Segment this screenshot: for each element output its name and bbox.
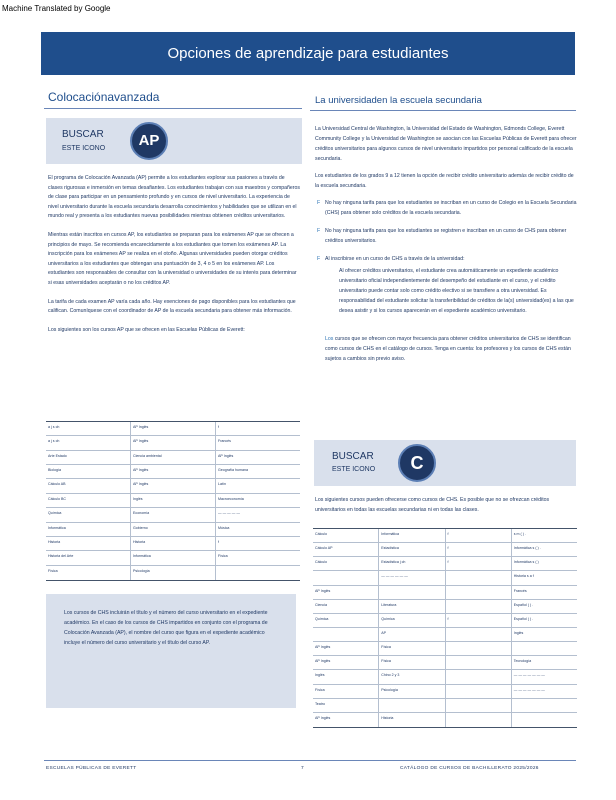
table-cell: AP Inglés	[313, 656, 379, 669]
table-cell: Inglés	[131, 494, 216, 507]
chs-bullet-3: F Al inscribirse en un curso de CHS a través de la universidad:	[317, 256, 465, 262]
table-row	[313, 600, 577, 614]
ap-description	[48, 174, 300, 344]
table-cell: Inglés	[313, 670, 379, 683]
table-cell: f	[218, 539, 219, 544]
table-cell: Química	[379, 614, 445, 627]
table-cell	[446, 571, 512, 584]
table-cell	[446, 642, 512, 655]
ap-search-subtitle: ESTE ICONO	[62, 145, 106, 152]
table-row	[46, 523, 300, 537]
table-cell	[512, 642, 577, 655]
table-row	[313, 529, 577, 543]
table-cell: Música	[218, 525, 230, 530]
table-cell	[446, 670, 512, 683]
table-row	[46, 436, 300, 450]
table-cell: Francés	[218, 439, 231, 444]
right-heading-rule	[310, 110, 576, 111]
table-cell: Cálculo BC	[46, 494, 131, 507]
table-row	[46, 422, 300, 436]
table-row	[313, 571, 577, 585]
table-cell: Física	[46, 566, 131, 580]
left-heading-rule	[44, 108, 302, 109]
table-cell	[446, 713, 512, 727]
table-cell	[446, 600, 512, 613]
table-cell: Arte Estado	[46, 451, 131, 464]
footer-right: CATÁLOGO DE CURSOS DE BACHILLERATO 2025/2026	[400, 766, 539, 771]
ap-paragraph-4: Los siguientes son los cursos AP que se ofrecen en las Escuelas Públicas de Everett:	[48, 326, 245, 333]
table-row	[46, 465, 300, 479]
ap-icon: AP	[130, 122, 168, 160]
chs-search-subtitle: ESTE ICONO	[332, 466, 376, 473]
table-cell: Latín	[218, 482, 226, 487]
table-cell: Historia	[379, 713, 445, 727]
table-cell: f	[446, 614, 512, 627]
table-cell: AP	[379, 628, 445, 641]
table-cell: Gobierno	[131, 523, 216, 536]
table-cell: Psicología	[131, 566, 216, 580]
chs-bullet-2: F No hay ninguna tarifa para que los estudiantes se registren e inscriban en un curso de CHS para obtener créditos universitarios.	[315, 226, 577, 246]
table-cell	[216, 566, 300, 580]
table-cell: Macroeconomía	[218, 496, 244, 501]
table-cell: f	[446, 529, 512, 542]
table-cell: — — — — — — —	[513, 673, 545, 678]
table-cell: f	[218, 425, 219, 429]
chs-sub-bullet: Al ofrecer créditos universitarios, el estudiante crea automáticamente un expediente académico universitario oficial independientemente del desempeño del estudiante en el curso, y el crédito universitario puede contar solo como crédito electivo si se transfiere a otra universidad. Es responsabilidad del estudiante solicitar la transferibilidad de créditos de la(s) universidad(es) a las que desea asistir y si los cursos aparecerán en el expediente académico universitario.	[339, 268, 574, 314]
table-cell	[446, 685, 512, 698]
chs-course-table	[313, 528, 577, 728]
table-row	[46, 494, 300, 508]
table-cell: Cálculo AP	[313, 543, 379, 556]
chs-bullet-3-text: Al inscribirse en un curso de CHS a través de la universidad:	[325, 256, 465, 262]
chs-icon: C	[398, 444, 436, 482]
table-cell	[446, 656, 512, 669]
table-cell	[313, 571, 379, 584]
table-row	[313, 699, 577, 713]
table-cell: Estadística j ch	[379, 557, 445, 570]
page-banner: Opciones de aprendizaje para estudiantes	[41, 32, 575, 75]
table-cell: AP Inglés	[131, 479, 216, 492]
ap-paragraph-1: El programa de Colocación Avanzada (AP) permite a los estudiantes explorar sus pasiones a través de clases rigurosas e inmersión en temas desafiantes. Los estudiantes trabajan con sus maestros y compañeros de clase para participar en un pensamiento profundo y en cursos de nivel universitario. La experiencia de nivel universitario durante la escuela secundaria desarrolla conocimientos y habilidades que se utilizan en el mundo real y presenta a los estudiantes nuevas posibilidades mientras obtienen créditos universitarios.	[48, 175, 301, 220]
table-row	[313, 557, 577, 571]
table-row	[46, 508, 300, 522]
table-cell	[379, 586, 445, 599]
table-row	[313, 685, 577, 699]
table-cell: Biología	[46, 465, 131, 478]
table-cell: AP Inglés	[313, 642, 379, 655]
chs-transcript-note: Los cursos de CHS incluirán el título y el número del curso universitario en el expediente académico. En el caso de los cursos de CHS impartidos en conjunto con el programa de Colocación Avanzada (AP), el nombre del curso que figura en el expediente académico incluye el número del curso universitario y el título del curso AP.	[46, 594, 296, 708]
chs-lcs-text: cursos que se ofrecen con mayor frecuencia para obtener créditos universitarios de CHS se identifican como cursos de CHS en el catálogo de cursos. Tenga en cuenta: los profesores y los cursos de CHS están sujetos a cambios sin previo aviso.	[325, 336, 571, 362]
table-cell: AP Inglés	[131, 422, 216, 435]
table-cell: Historia	[46, 537, 131, 550]
ap-heading: Colocaciónavanzada	[48, 90, 160, 104]
table-cell: Economía	[131, 508, 216, 521]
table-cell: — — — — —	[218, 511, 240, 516]
table-row	[313, 586, 577, 600]
table-cell	[446, 628, 512, 641]
footer-page-number: 7	[301, 766, 304, 771]
table-cell: Historia	[131, 537, 216, 550]
table-cell: Informática s ( )	[513, 560, 539, 565]
chs-lcs-label: Los	[325, 336, 334, 342]
chs-bullet-1: F No hay ninguna tarifa para que los estudiantes se inscriban en un curso de Colegio en la Escuela Secundaria (CHS) para obtener solo créditos de la escuela secundaria.	[317, 200, 577, 216]
table-cell	[512, 699, 577, 712]
table-cell: Química	[313, 614, 379, 627]
table-cell: Geografía humana	[218, 468, 248, 473]
table-cell: Ciencia ambiental	[131, 451, 216, 464]
table-cell: AP Inglés	[131, 465, 216, 478]
table-cell: Física	[218, 554, 228, 559]
table-cell: Español ( ) .	[513, 602, 534, 607]
ap-search-title: BUSCAR	[62, 129, 104, 140]
table-cell: Informática	[131, 551, 216, 564]
chs-bullet-2-text: No hay ninguna tarifa para que los estudiantes se registren e inscriban en un curso de CHS para obtener créditos universitarios.	[325, 228, 567, 244]
table-cell: AP Inglés	[313, 586, 379, 599]
table-cell: Física	[313, 685, 379, 698]
table-row	[46, 479, 300, 493]
table-cell	[313, 628, 379, 641]
table-row	[313, 713, 577, 727]
machine-translated-note: Machine Translated by Google	[2, 4, 111, 13]
table-cell	[379, 699, 445, 712]
table-cell: — — — — — —	[379, 571, 445, 584]
table-cell: Chino 2 y 3	[379, 670, 445, 683]
table-row	[313, 642, 577, 656]
table-cell: Tecnología	[513, 659, 532, 664]
table-row	[46, 451, 300, 465]
table-cell: Informática s ( ) .	[513, 546, 541, 551]
table-row	[46, 566, 300, 580]
table-cell: Cálculo	[313, 529, 379, 542]
table-cell: Español ( ) .	[513, 616, 534, 621]
table-cell: a j s ch	[46, 436, 131, 449]
table-row	[313, 656, 577, 670]
table-cell	[512, 713, 577, 727]
footer-rule	[44, 760, 576, 761]
table-cell: AP Inglés	[313, 713, 379, 727]
ap-paragraph-2: Mientras están inscritos en cursos AP, los estudiantes se preparan para los exámenes AP que se ofrecen a principios de mayo. Se recomienda encarecidamente a los estudiantes que tomen los exámenes AP. La inscripción para los exámenes AP se realiza en el otoño. Algunas universidades pueden otorgar créditos universitarios a los estudiantes que obtengan una puntuación de 3, 4 o 5 en los exámenes AP. Los estudiantes son responsables de consultar con la universidad o universidades de su interés para determinar si esas universidades aceptarán o no los créditos AP.	[48, 231, 297, 286]
table-cell: Física	[379, 656, 445, 669]
chs-offer-text: Los siguientes cursos pueden ofrecerse como cursos de CHS. Es posible que no se ofrezcan créditos universitarios en todas las escuelas secundarias ni en todas las clases.	[315, 497, 550, 513]
table-row	[46, 551, 300, 565]
chs-heading: La universidaden la escuela secundaria	[315, 95, 482, 106]
table-cell: Informática	[379, 529, 445, 542]
table-cell: Teatro	[313, 699, 379, 712]
table-cell: AP Inglés	[218, 453, 234, 458]
chs-search-title: BUSCAR	[332, 451, 374, 462]
chs-intro-2: Los estudiantes de los grados 9 a 12 tienen la opción de recibir crédito universitario además de recibir crédito de la escuela secundaria.	[315, 173, 574, 189]
chs-frequent-courses	[315, 334, 577, 364]
table-row	[46, 537, 300, 551]
footer-left: ESCUELAS PÚBLICAS DE EVERETT	[46, 766, 137, 771]
table-cell: f	[446, 543, 512, 556]
table-row	[313, 670, 577, 684]
chs-description	[315, 124, 577, 371]
table-cell: f	[446, 557, 512, 570]
table-cell: Cálculo	[313, 557, 379, 570]
table-cell: Cálculo AB	[46, 479, 131, 492]
table-cell: — — — — — — —	[513, 687, 545, 692]
table-cell: Psicología	[379, 685, 445, 698]
table-cell: Literatura	[379, 600, 445, 613]
table-cell: Informática	[46, 523, 131, 536]
table-cell: Inglés	[513, 630, 524, 635]
chs-search-box	[314, 440, 576, 486]
ap-paragraph-3: La tarifa de cada examen AP varía cada año. Hay exenciones de pago disponibles para los estudiantes que califican. Comuníquese con el coordinador de AP de la escuela secundaria para obtener más información.	[48, 298, 296, 315]
table-cell: Física	[379, 642, 445, 655]
table-cell: Ciencia	[313, 600, 379, 613]
table-cell: Historia s a f	[513, 574, 534, 579]
table-cell: Química	[46, 508, 131, 521]
chs-intro: La Universidad Central de Washington, la Universidad del Estado de Washington, Edmonds College, Everett Community College y la Universidad de Washington se asocian con las Escuelas Públicas de Everett para ofrecer créditos universitarios para algunos cursos de nivel universitario impartidos por personal calificado de la escuela secundaria.	[315, 126, 577, 162]
table-cell: Francés	[513, 588, 527, 593]
table-cell: s m ( ) .	[513, 532, 526, 536]
table-cell	[446, 699, 512, 712]
ap-search-box	[46, 118, 302, 164]
table-row	[313, 628, 577, 642]
table-cell: AP Inglés	[131, 436, 216, 449]
table-row	[313, 614, 577, 628]
table-row	[313, 543, 577, 557]
table-cell: Estadística	[379, 543, 445, 556]
table-cell	[446, 586, 512, 599]
chs-bullet-1-text: No hay ninguna tarifa para que los estudiantes se inscriban en un curso de Colegio en la Escuela Secundaria (CHS) para obtener solo créditos de la escuela secundaria.	[325, 200, 577, 216]
table-cell: a j s ch	[46, 422, 131, 435]
ap-course-table	[46, 421, 300, 581]
table-cell: Historia del Arte	[46, 551, 131, 564]
